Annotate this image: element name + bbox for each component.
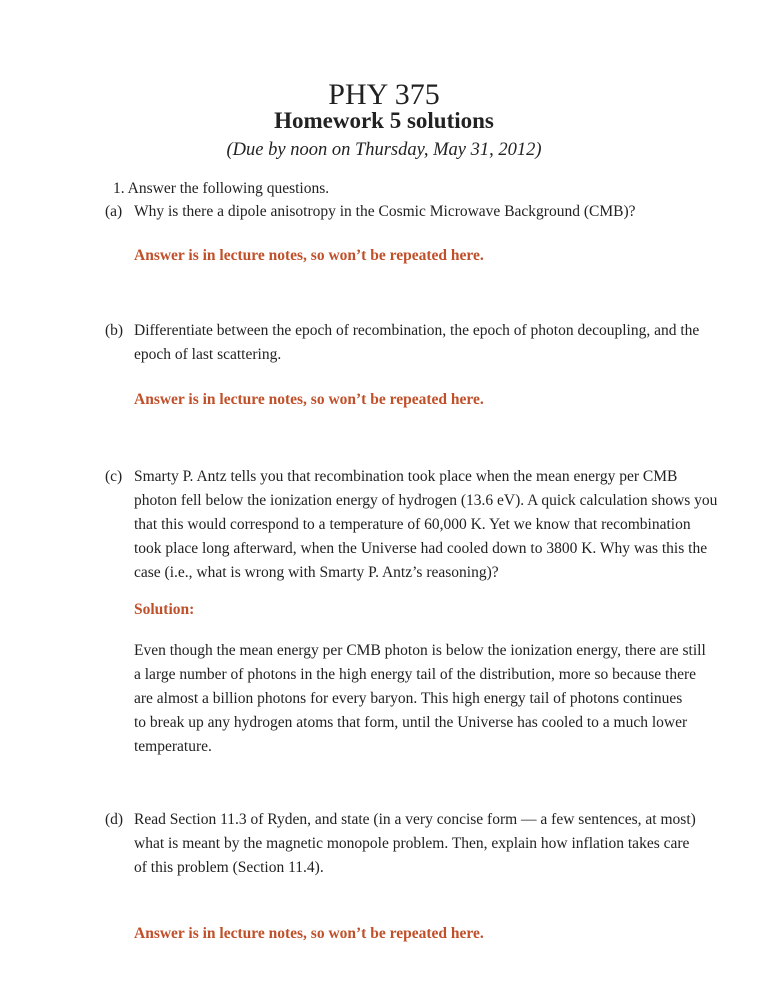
part-a-text: Why is there a dipole anisotropy in the Cosmic Microwave Background (CMB)? bbox=[134, 203, 636, 220]
part-c-text: photon fell below the ionization energy of hydrogen (13.6 eV). A quick calculation shows you bbox=[134, 492, 718, 509]
part-d-text: of this problem (Section 11.4). bbox=[134, 859, 324, 876]
part-d-answer: Answer is in lecture notes, so won’t be repeated here. bbox=[134, 925, 484, 942]
part-d-text: Read Section 11.3 of Ryden, and state (in a very concise form — a few sentences, at most) bbox=[134, 811, 696, 828]
part-c-solution: are almost a billion photons for every baryon. This high energy tail of photons continues bbox=[134, 690, 683, 707]
part-c-text: case (i.e., what is wrong with Smarty P. Antz’s reasoning)? bbox=[134, 564, 499, 581]
part-c-solution: to break up any hydrogen atoms that form, until the Universe has cooled to a much lower bbox=[134, 714, 688, 731]
question-1: 1. Answer the following questions. bbox=[113, 180, 330, 197]
part-b-answer: Answer is in lecture notes, so won’t be repeated here. bbox=[134, 391, 484, 408]
part-d-label: (d) bbox=[105, 811, 124, 828]
part-a-answer: Answer is in lecture notes, so won’t be repeated here. bbox=[134, 247, 484, 264]
part-c-solution: Even though the mean energy per CMB photon is below the ionization energy, there are still bbox=[134, 642, 706, 659]
document-title: Homework 5 solutions bbox=[274, 108, 494, 133]
course-title: PHY 375 bbox=[328, 78, 440, 111]
part-b-text: epoch of last scattering. bbox=[134, 346, 282, 363]
due-date: (Due by noon on Thursday, May 31, 2012) bbox=[226, 140, 542, 160]
part-c-text: Smarty P. Antz tells you that recombination took place when the mean energy per CMB bbox=[134, 468, 678, 485]
part-a-label: (a) bbox=[105, 203, 123, 220]
part-b-text: Differentiate between the epoch of recombination, the epoch of photon decoupling, and the bbox=[134, 322, 700, 339]
part-c-solution-label: Solution: bbox=[134, 601, 195, 618]
part-c-solution: a large number of photons in the high energy tail of the distribution, more so because there bbox=[134, 666, 697, 683]
part-c-solution: temperature. bbox=[134, 738, 212, 755]
part-b-label: (b) bbox=[105, 322, 124, 339]
part-c-text: took place long afterward, when the Universe had cooled down to 3800 K. Why was this the bbox=[134, 540, 708, 557]
part-d-text: what is meant by the magnetic monopole problem. Then, explain how inflation takes care bbox=[134, 835, 690, 852]
part-c-label: (c) bbox=[105, 468, 123, 485]
part-c-text: that this would correspond to a temperature of 60,000 K. Yet we know that recombination bbox=[134, 516, 691, 533]
